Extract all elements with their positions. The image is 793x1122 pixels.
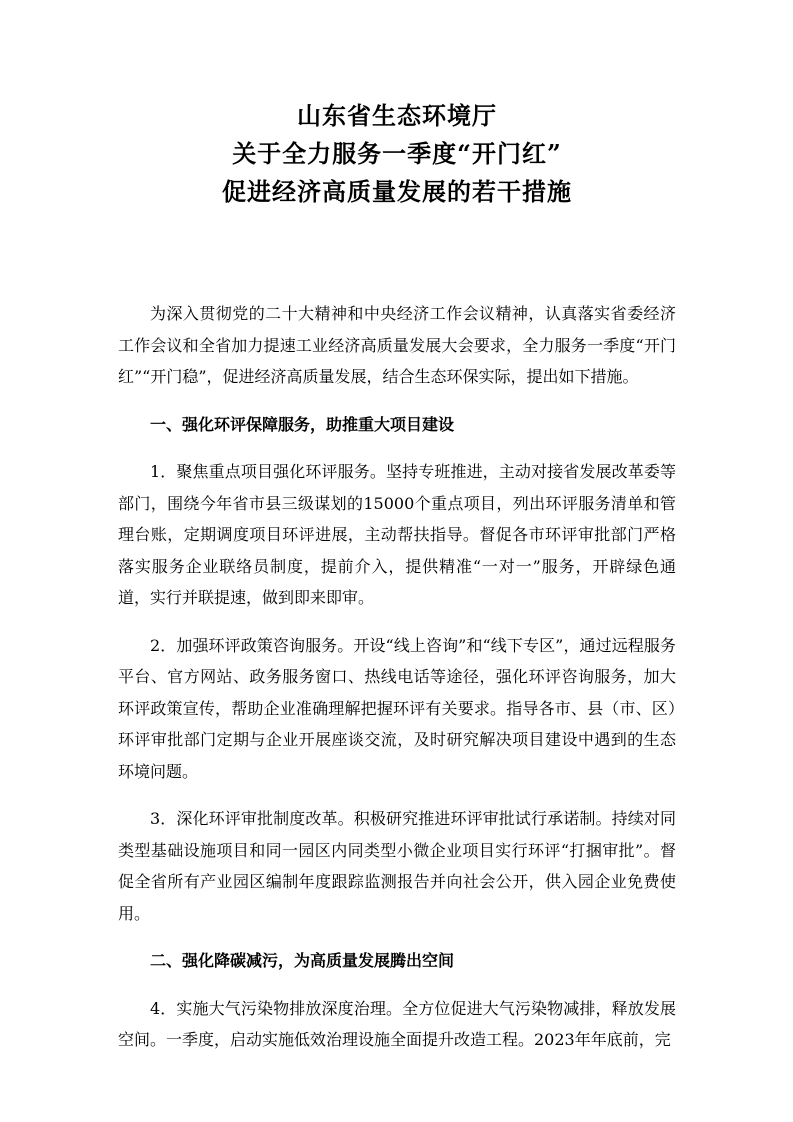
section-heading-1: 一、强化环评保障服务，助推重大项目建设 bbox=[150, 414, 455, 434]
measure-paragraph-2: 2．加强环评政策咨询服务。开设“线上咨询”和“线下专区”，通过远程服务平台、官方网站、政务服务窗口、热线电话等途径，强化环评咨询服务，加大环评政策宣传，帮助企业准确理解把握环评有关要求。指导各市、县（市、区）环评审批部门定期与企业开展座谈交流，及时研究解决项目建设中遇到的生态环境问题。 bbox=[118, 635, 676, 781]
measure-paragraph-3: 3．深化环评审批制度改革。积极研究推进环评审批试行承诺制。持续对同类型基础设施项目和同一园区内同类型小微企业项目实行环评“打捆审批”。督促全省所有产业园区编制年度跟踪监测报告并向社会公开，供入园企业免费使用。 bbox=[118, 809, 676, 923]
title-line-3: 促进经济高质量发展的若干措施 bbox=[222, 177, 572, 206]
document-title bbox=[118, 0, 676, 211]
title-line-2: 关于全力服务一季度“开门红” bbox=[232, 139, 562, 168]
intro-paragraph: 为深入贯彻党的二十大精神和中央经济工作会议精神，认真落实省委经济工作会议和全省加力提速工业经济高质量发展大会要求，全力服务一季度“开门红”“开门稳”，促进经济高质量发展，结合生态环保实际，提出如下措施。 bbox=[118, 304, 676, 386]
section-heading-2: 二、强化降碳减污，为高质量发展腾出空间 bbox=[150, 951, 455, 970]
measure-paragraph-4: 4．实施大气污染物排放深度治理。全方位促进大气污染物减排，释放发展空间。一季度，启动实施低效治理设施全面提升改造工程。2023年年底前，完 bbox=[118, 998, 676, 1049]
title-line-1: 山东省生态环境厅 bbox=[297, 101, 497, 130]
measure-paragraph-1: 1．聚焦重点项目强化环评服务。坚持专班推进，主动对接省发展改革委等部门，围绕今年省市县三级谋划的15000个重点项目，列出环评服务清单和管理台账，定期调度项目环评进展，主动帮扶指导。督促各市环评审批部门严格落实服务企业联络员制度，提前介入，提供精准“一对一”服务，开辟绿色通道，实行并联提速，做到即来即审。 bbox=[118, 462, 676, 607]
document-body bbox=[118, 298, 676, 1056]
